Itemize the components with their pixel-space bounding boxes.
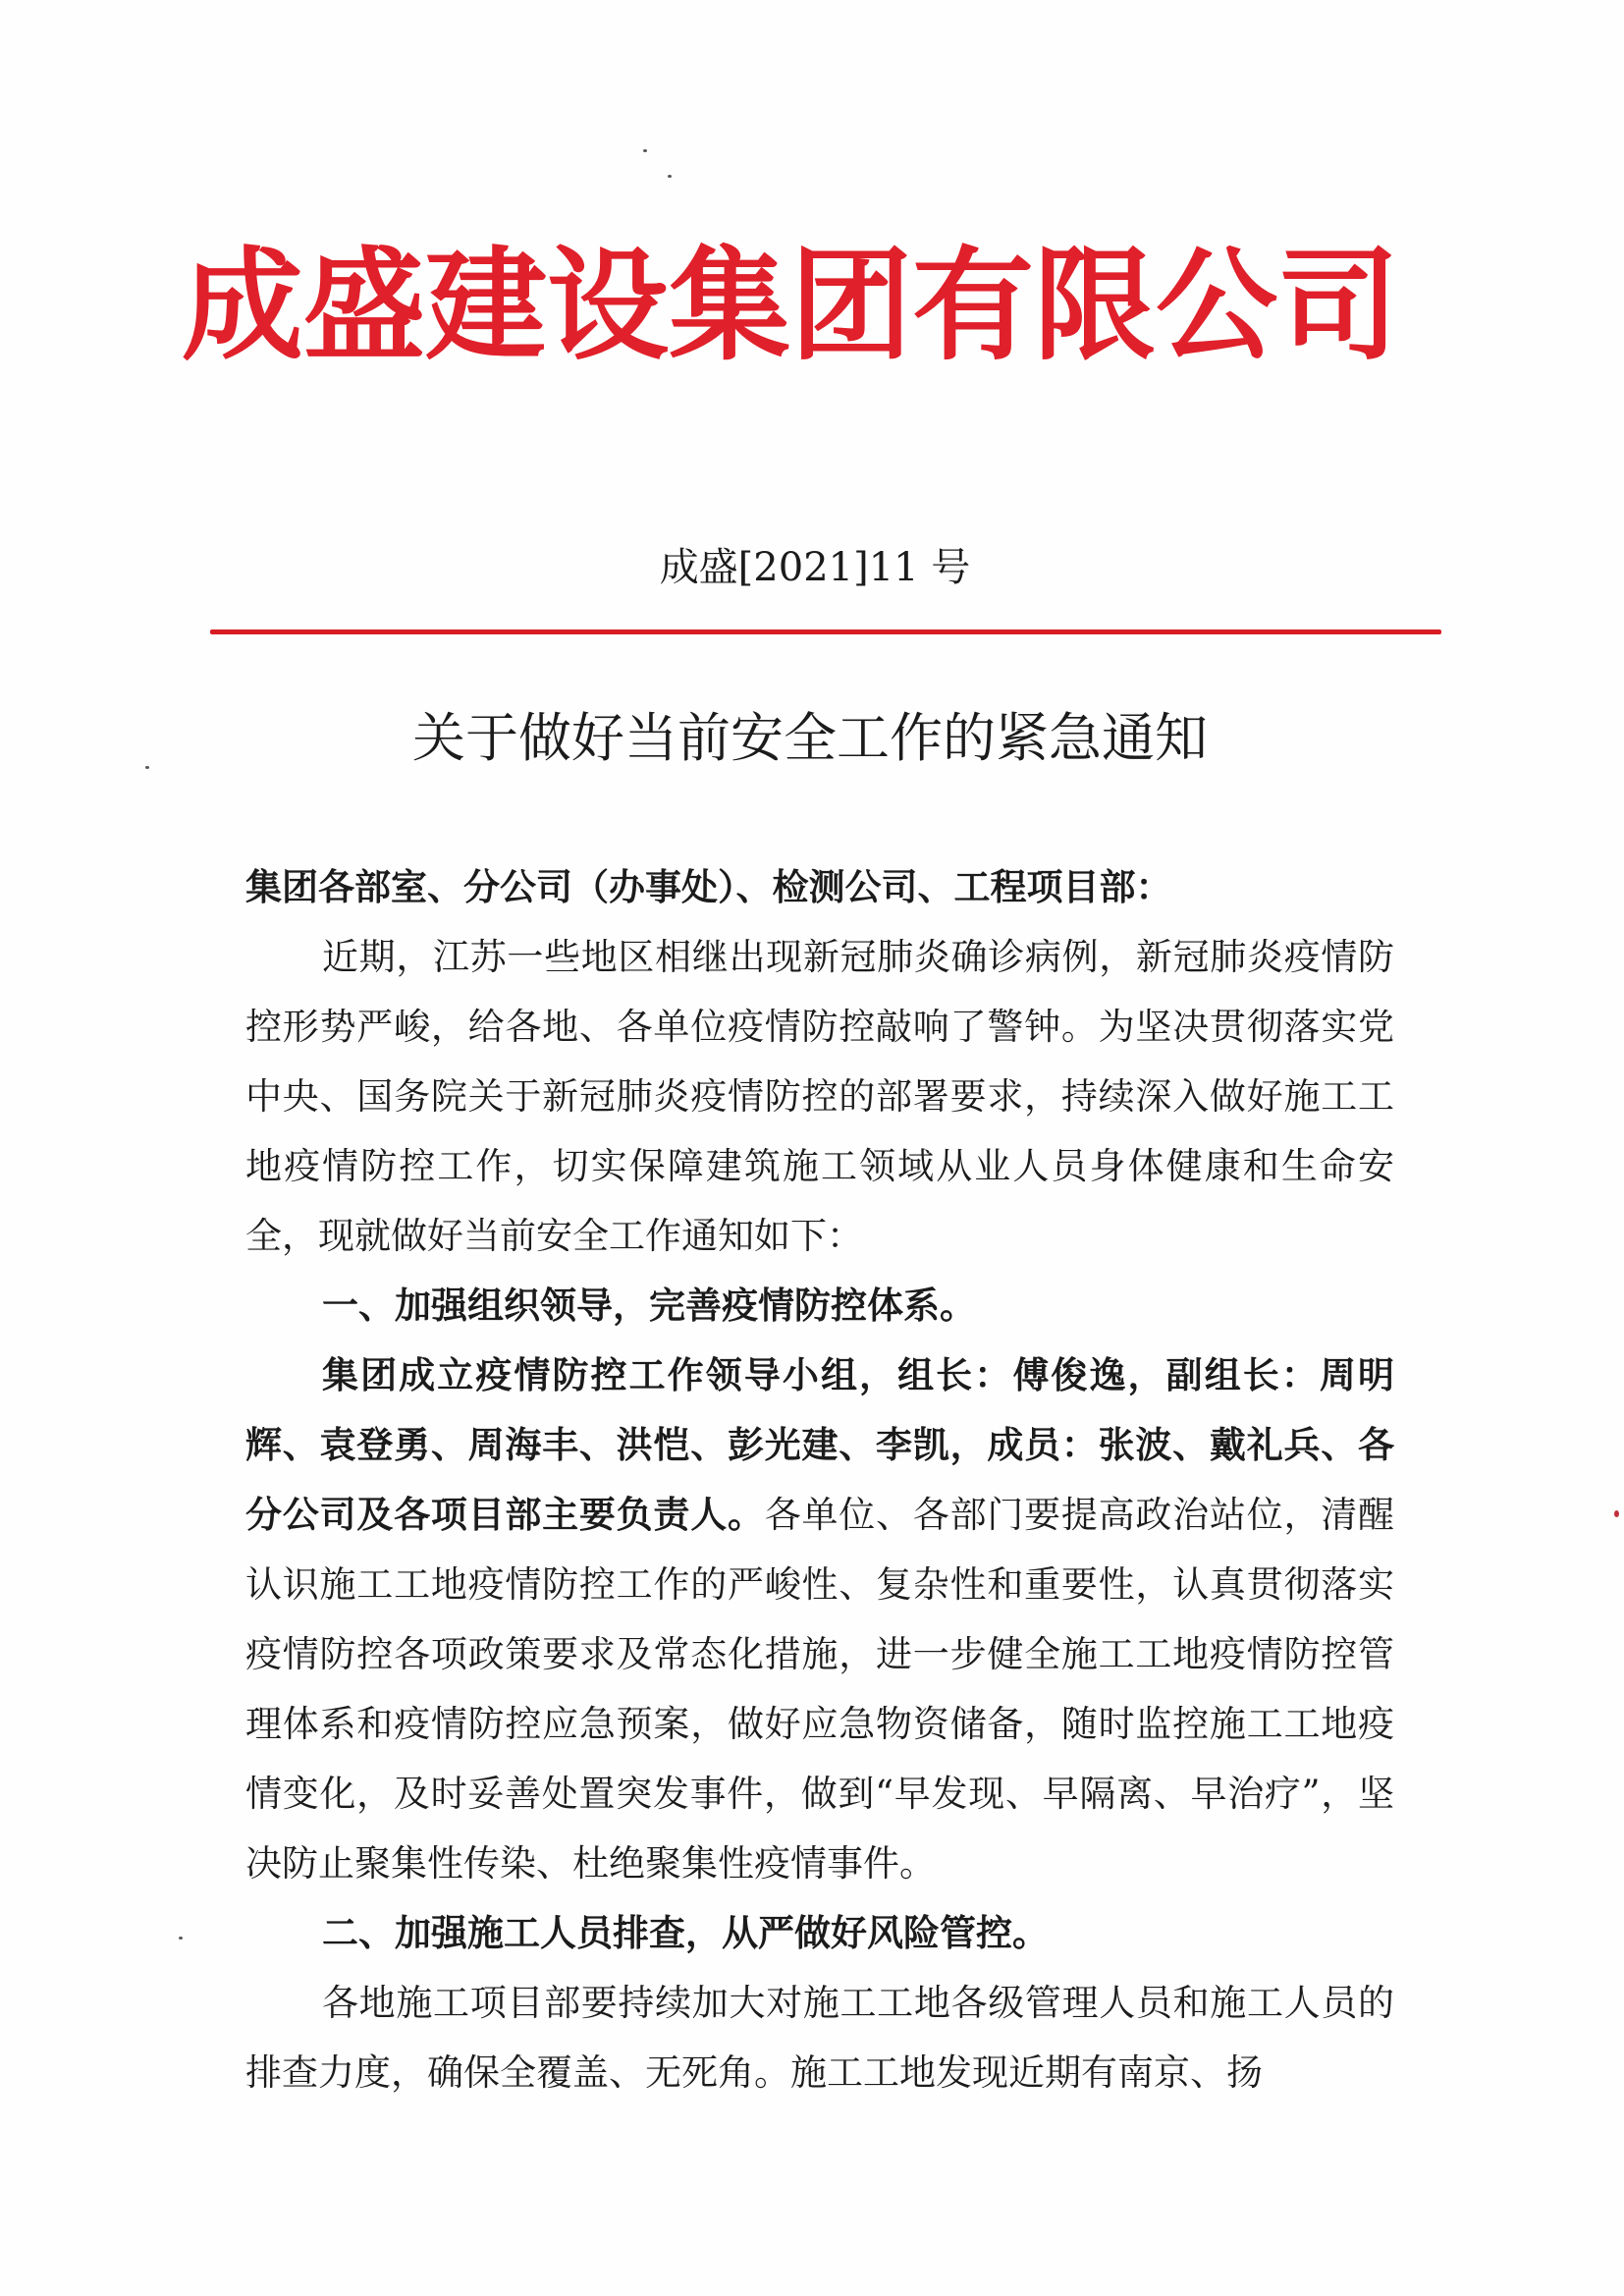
scan-speck [668, 175, 672, 178]
section-2-heading: 二、加强施工人员排查，从严做好风险管控。 [322, 1911, 1049, 1954]
red-divider-line [210, 629, 1441, 634]
document-number: 成盛[2021]11 号 [659, 545, 971, 590]
document-body [245, 852, 1394, 2107]
scan-speck [145, 766, 149, 769]
section-1-heading: 一、加强组织领导，完善疫情防控体系。 [322, 1284, 976, 1327]
scan-speck [1614, 1510, 1619, 1517]
letterhead-company-name: 成盛建设集团有限公司 [181, 235, 1399, 377]
document-title: 关于做好当前安全工作的紧急通知 [412, 707, 1208, 769]
section-2-paragraph: 各地施工项目部要持续加大对施工工地各级管理人员和施工人员的排查力度，确保全覆盖、无死角。施工工地发现近期有南京、扬 [245, 1982, 1394, 2094]
paragraph-intro: 近期，江苏一些地区相继出现新冠肺炎确诊病例，新冠肺炎疫情防控形势严峻，给各地、各单位疫情防控敲响了警钟。为坚决贯彻落实党中央、国务院关于新冠肺炎疫情防控的部署要求，持续深入做好施工工地疫情防控工作，切实保障建筑施工领域从业人员身体健康和生命安全，现就做好当前安全工作通知如下： [245, 936, 1394, 1257]
salutation: 集团各部室、分公司（办事处）、检测公司、工程项目部： [245, 865, 1172, 908]
section-1-paragraph [245, 1340, 1394, 1898]
section-1-requirements: 各单位、各部门要提高政治站位，清醒认识施工工地疫情防控工作的严峻性、复杂性和重要性，认真贯彻落实疫情防控各项政策要求及常态化措施，进一步健全施工工地疫情防控管理体系和疫情防控应急预案，做好应急物资储备，随时监控施工工地疫情变化，及时妥善处置突发事件，做到“早发现、早隔离、早治疗”，坚决防止聚集性传染、杜绝聚集性疫情事件。 [245, 1494, 1395, 1885]
scan-speck [643, 149, 647, 152]
scan-speck [179, 1937, 183, 1940]
section-1-leadership-group: 集团成立疫情防控工作领导小组，组长：傅俊逸，副组长：周明辉、袁登勇、周海丰、洪恺、彭光建、李凯，成员：张波、戴礼兵、各分公司及各项目部主要负责人。 [245, 1353, 1394, 1536]
